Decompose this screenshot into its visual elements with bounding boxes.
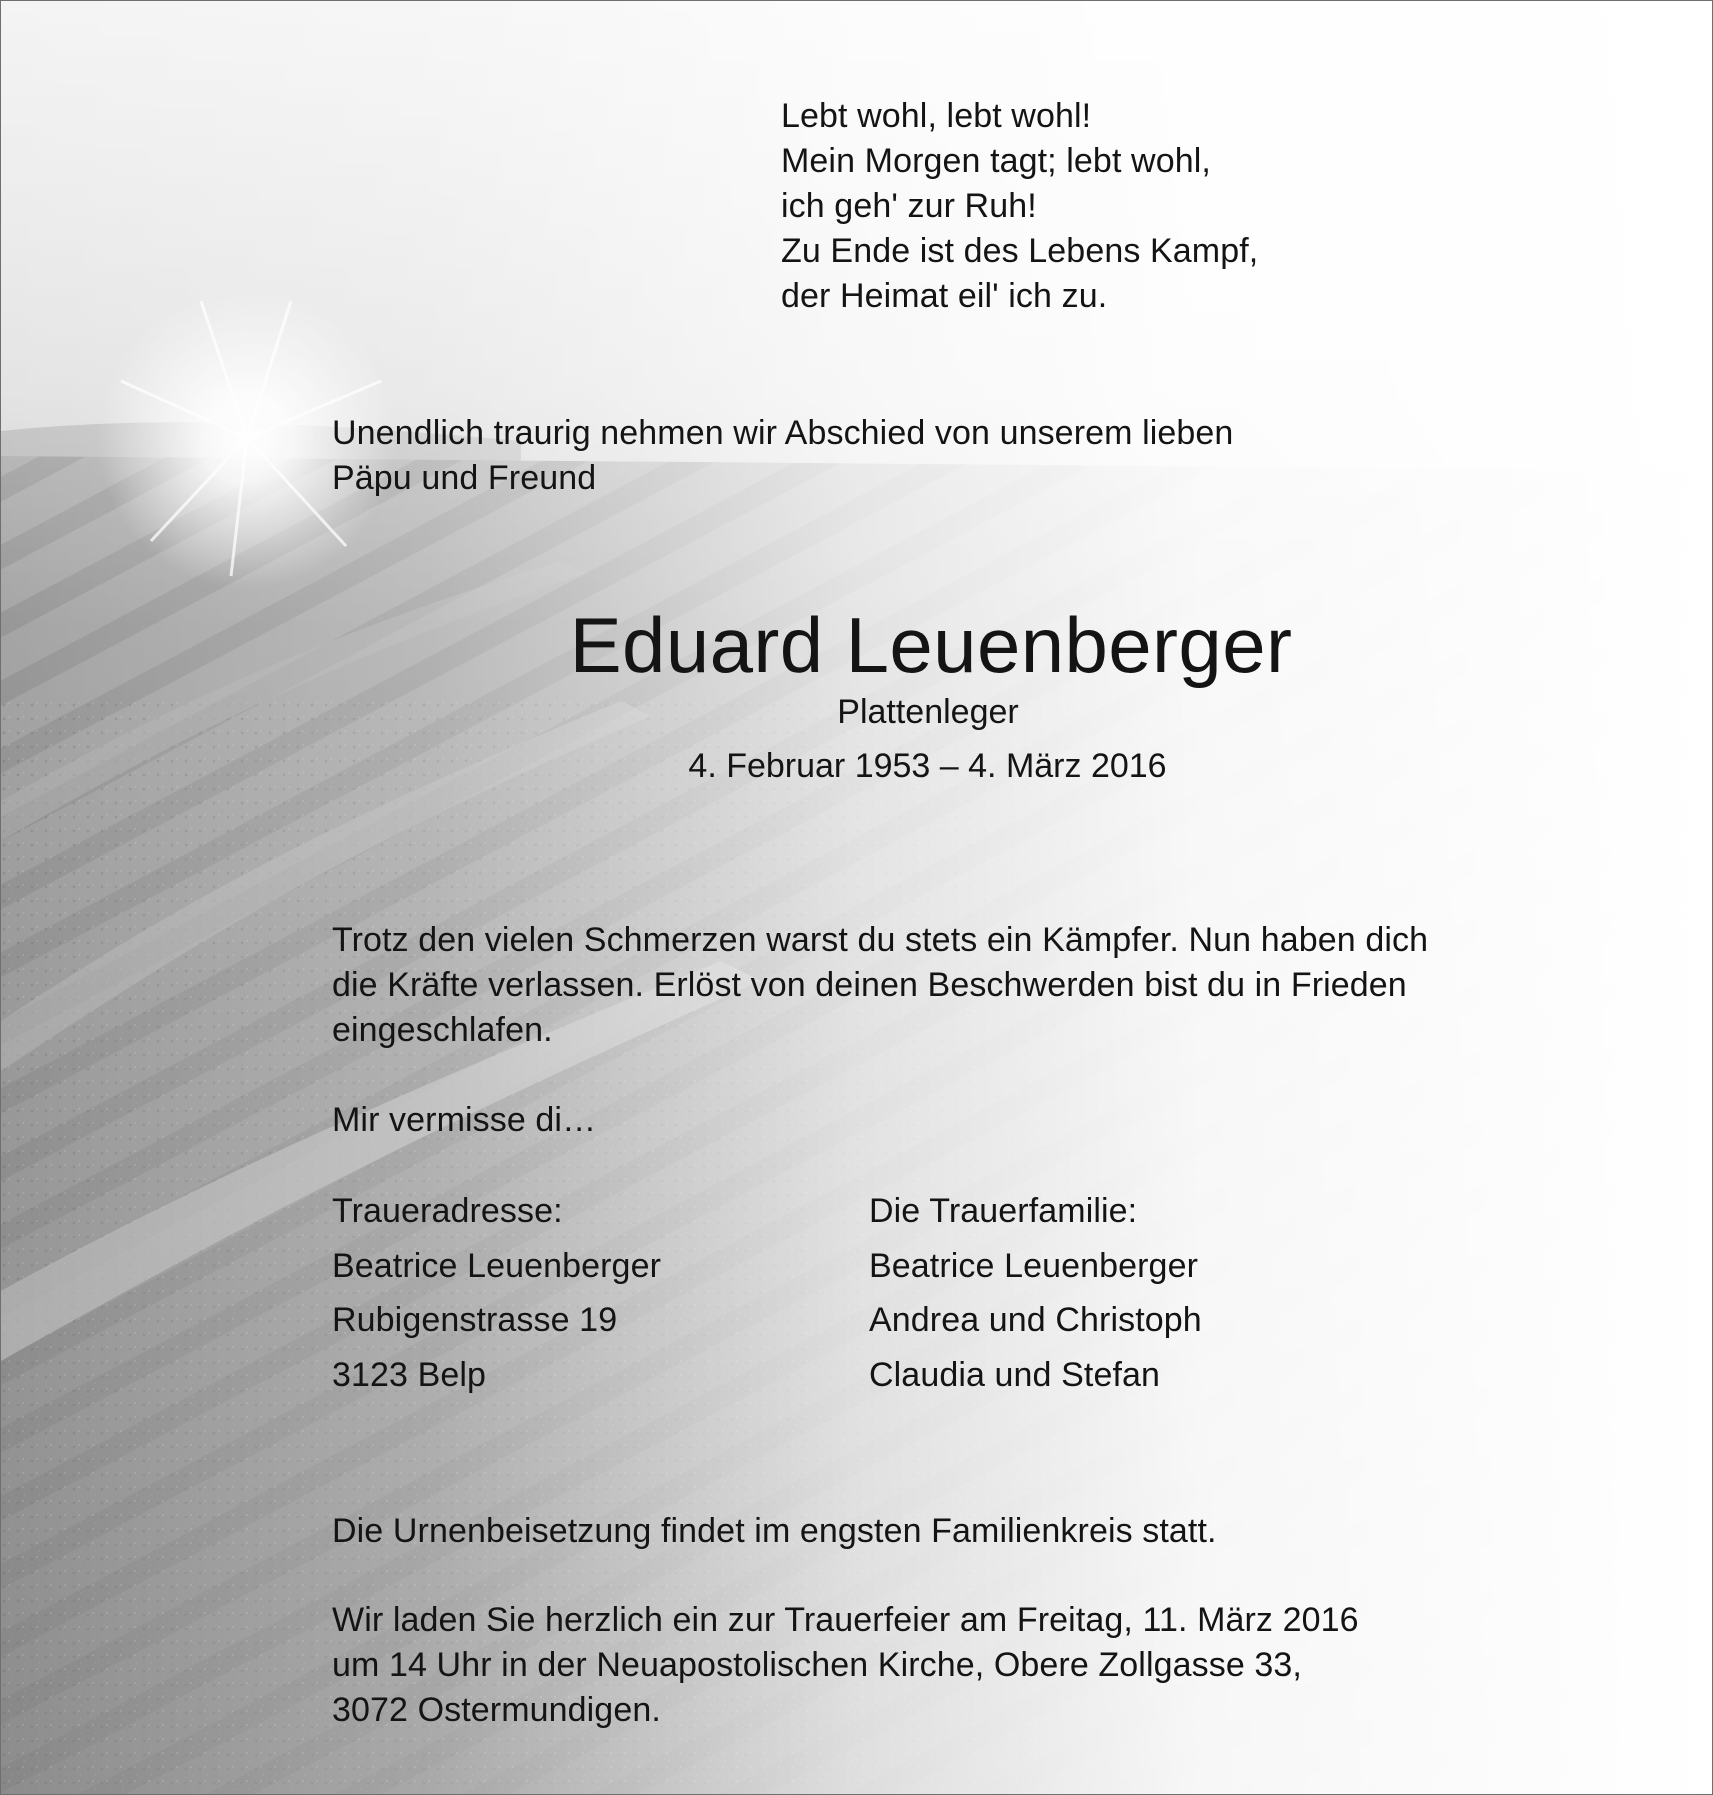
family-block [869, 1189, 1202, 1407]
tribute-paragraph [332, 918, 1428, 1053]
burial-note: Die Urnenbeisetzung findet im engsten Familienkreis statt. [332, 1512, 1217, 1550]
mourning-address-block [332, 1189, 661, 1407]
mourning-address-heading: Traueradresse: [332, 1192, 563, 1230]
tribute-line: Trotz den vielen Schmerzen warst du stets ein Kämpfer. Nun haben dich [332, 921, 1429, 959]
ceremony-invitation [332, 1598, 1359, 1733]
farewell-intro [332, 411, 1233, 501]
poem [781, 94, 1258, 319]
deceased-profession: Plattenleger [837, 693, 1019, 731]
poem-line: der Heimat eil' ich zu. [781, 277, 1108, 315]
tribute-line: eingeschlafen. [332, 1011, 553, 1049]
tribute-line: die Kräfte verlassen. Erlöst von deinen Beschwerden bist du in Frieden [332, 966, 1407, 1004]
family-heading: Die Trauerfamilie: [869, 1192, 1138, 1230]
closing-phrase: Mir vermisse di… [332, 1101, 597, 1139]
address-line: Rubigenstrasse 19 [332, 1301, 618, 1339]
deceased-name: Eduard Leuenberger [569, 601, 1293, 689]
family-member: Beatrice Leuenberger [869, 1246, 1199, 1285]
ceremony-line: 3072 Ostermundigen. [332, 1691, 661, 1729]
poem-line: ich geh' zur Ruh! [781, 187, 1037, 225]
address-line: Beatrice Leuenberger [332, 1246, 662, 1285]
ceremony-line: Wir laden Sie herzlich ein zur Trauerfeier am Freitag, 11. März 2016 [332, 1601, 1359, 1639]
poem-line: Mein Morgen tagt; lebt wohl, [781, 142, 1211, 180]
poem-line: Zu Ende ist des Lebens Kampf, [781, 232, 1259, 270]
intro-line: Päpu und Freund [332, 459, 597, 497]
life-dates: 4. Februar 1953 – 4. März 2016 [688, 747, 1167, 785]
address-line: 3123 Belp [332, 1355, 487, 1394]
family-member: Claudia und Stefan [869, 1355, 1161, 1394]
poem-line: Lebt wohl, lebt wohl! [781, 97, 1092, 135]
intro-line: Unendlich traurig nehmen wir Abschied von unserem lieben [332, 414, 1234, 452]
ceremony-line: um 14 Uhr in der Neuapostolischen Kirche, Obere Zollgasse 33, [332, 1646, 1302, 1684]
family-member: Andrea und Christoph [869, 1301, 1202, 1339]
